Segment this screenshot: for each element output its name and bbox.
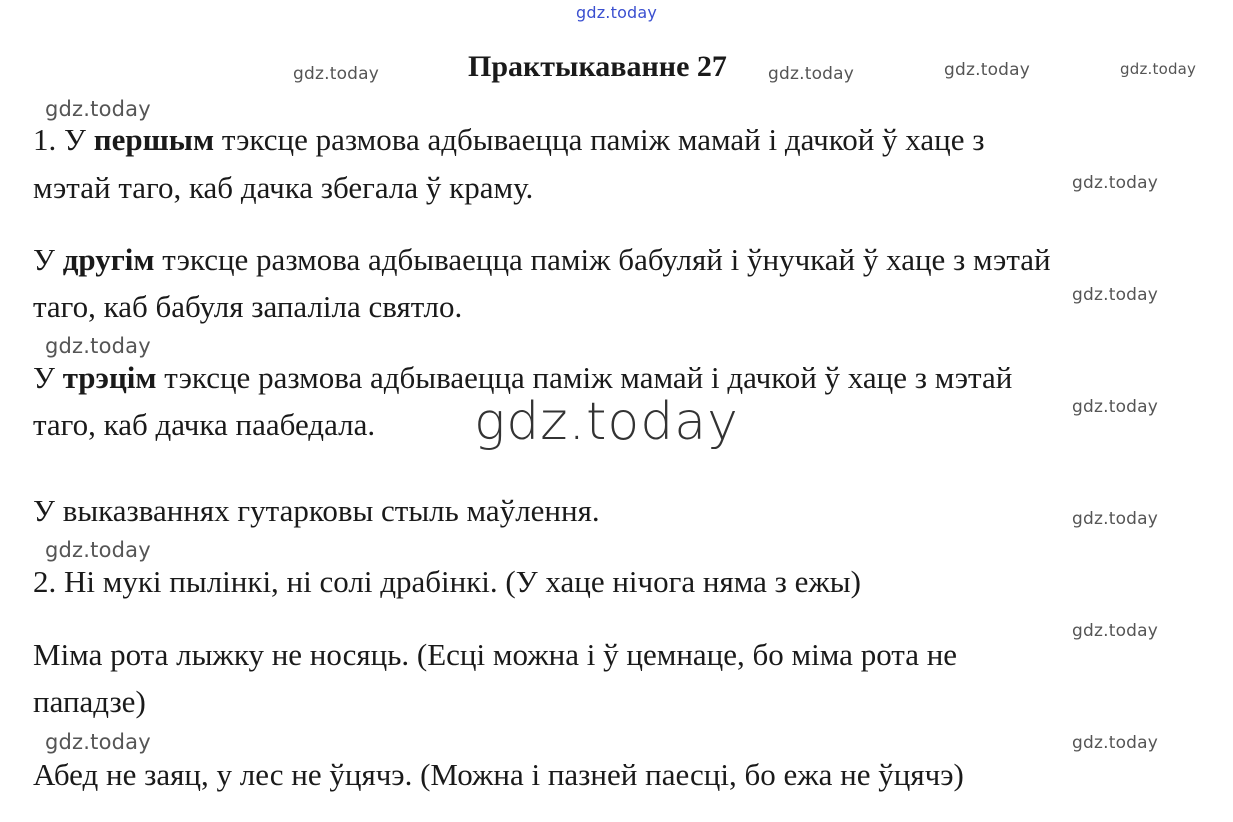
answer-3-line-2: таго, каб дачка паабедала.	[33, 407, 376, 442]
watermark: gdz.today	[1072, 509, 1159, 529]
answer-1-line-1	[33, 124, 985, 155]
watermark: gdz.today	[1072, 621, 1159, 641]
watermark: gdz.today	[1072, 173, 1159, 193]
watermark: gdz.today	[45, 334, 151, 358]
watermark: gdz.today	[1120, 60, 1197, 78]
text: тэксце размова адбываецца паміж мамай і дачкой ў хаце з	[214, 122, 985, 157]
watermark: gdz.today	[768, 64, 855, 84]
text: тэксце размова адбываецца паміж мамай і дачкой ў хаце з мэтай	[156, 360, 1013, 395]
answer-3-line-1	[33, 362, 1012, 393]
watermark-large: gdz.today	[474, 392, 739, 452]
watermark: gdz.today	[45, 730, 151, 754]
watermark: gdz.today	[293, 64, 380, 84]
answer-2-line-2: таго, каб бабуля запаліла святло.	[33, 289, 463, 324]
watermark: gdz.today	[45, 538, 151, 562]
proverb-1: 2. Ні мукі пылінкі, ні солі драбінкі. (У хаце нічога няма з ежы)	[33, 564, 861, 599]
answer-1-line-2: мэтай таго, каб дачка збегала ў краму.	[33, 170, 534, 205]
page-title: Практыкаванне 27	[468, 50, 727, 83]
watermark: gdz.today	[1072, 733, 1159, 753]
bold-word: другім	[62, 242, 155, 277]
watermark: gdz.today	[1072, 285, 1159, 305]
watermark: gdz.today	[45, 97, 151, 121]
text: У	[33, 242, 63, 277]
style-note: У выказваннях гутарковы стыль маўлення.	[33, 493, 600, 528]
watermark: gdz.today	[1072, 397, 1159, 417]
proverb-3: Абед не заяц, у лес не ўцячэ. (Можна і пазней паесці, бо ежа не ўцячэ)	[33, 757, 964, 792]
text: У	[33, 360, 63, 395]
proverb-2-line-1: Міма рота лыжку не носяць. (Есці можна і ў цемнаце, бо міма рота не	[33, 637, 958, 672]
bold-word: трэцім	[62, 360, 157, 395]
text: 1. У	[33, 122, 94, 157]
proverb-2-line-2: пападзе)	[33, 684, 146, 719]
watermark-top: gdz.today	[576, 3, 658, 22]
answer-2-line-1	[33, 244, 1051, 275]
text: тэксце размова адбываецца паміж бабуляй і ўнучкай ў хаце з мэтай	[154, 242, 1051, 277]
watermark: gdz.today	[944, 60, 1031, 80]
bold-word: першым	[93, 122, 215, 157]
